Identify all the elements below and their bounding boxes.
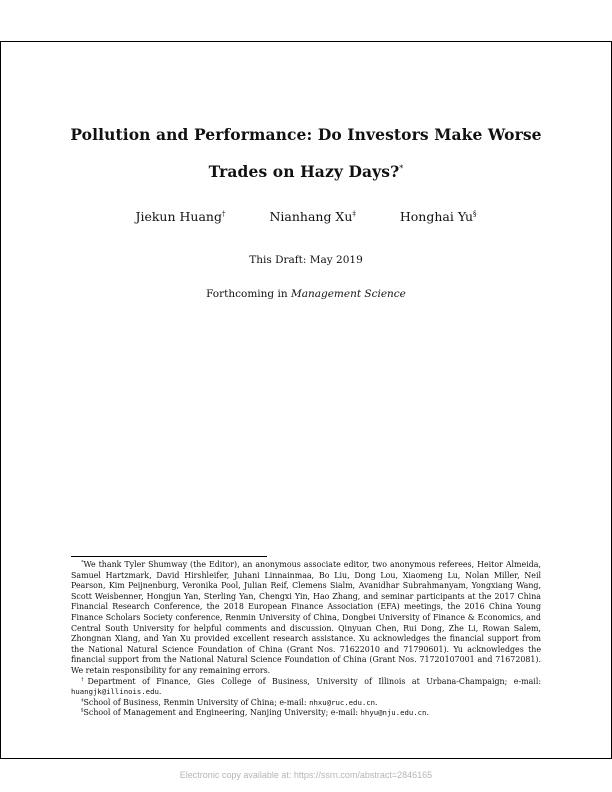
footnote-mark: * <box>81 559 84 566</box>
forthcoming-prefix: Forthcoming in <box>206 288 288 300</box>
page-border-left <box>0 41 1 759</box>
footnote-text: School of Management and Engineering, Nanjing University; e-mail: <box>83 708 359 718</box>
paper-title-line-2 <box>0 162 612 181</box>
title-footnote-mark[interactable]: * <box>399 163 404 173</box>
author-huang <box>135 209 225 224</box>
email-link[interactable]: huangjk@illinois.edu <box>71 687 159 697</box>
paper-title-line-1 <box>0 125 612 144</box>
footnote-rule <box>71 556 267 557</box>
footnote-text: Department of Finance, Gies College of Business, University of Illinois at Urbana-Champaign; e-mail: <box>87 676 541 686</box>
journal-name: Management Science <box>290 288 406 300</box>
author-name: Honghai Yu <box>399 209 474 224</box>
footnote-huang <box>71 677 541 698</box>
draft-date: This Draft: May 2019 <box>249 254 363 266</box>
forthcoming-note <box>0 288 612 300</box>
footnote-yu <box>71 708 541 719</box>
footnote-end: . <box>375 697 378 707</box>
footnote-end: . <box>158 687 162 697</box>
email-link[interactable]: hhyu@nju.edu.cn <box>360 708 427 718</box>
footnote-acknowledgment <box>71 560 541 677</box>
footnote-mark: § <box>81 707 84 714</box>
author-name: Nianhang Xu <box>269 209 353 224</box>
author-list <box>0 209 612 224</box>
email-link[interactable]: nhxu@ruc.edu.cn <box>309 697 376 707</box>
footnotes <box>71 560 541 719</box>
ssrn-watermark[interactable]: Electronic copy available at: https://ssrn.com/abstract=2846165 <box>179 770 433 780</box>
author-footnote-mark[interactable]: † <box>221 209 226 218</box>
author-footnote-mark[interactable]: § <box>473 209 477 218</box>
title-text-1: Pollution and Performance: Do Investors Make Worse <box>70 125 542 144</box>
footnote-text: School of Business, Renmin University of China; e-mail: <box>83 697 307 707</box>
author-xu <box>269 209 355 224</box>
footnote-text: We thank Tyler Shumway (the Editor), an anonymous associate editor, two anonymous referees, Heitor Almeida, Samuel Hartzmark, David Hirshleifer, Juhani Linnainmaa, Bo Liu, Dong Lou, Xiaomeng Lu, Nolan Miller, Neil Pearson, Kim Peijnenburg, Veronika Pool, Julian Reif, Clemens Sialm, Avanidhar Subrahmanyam, Yongxiang Wang, Scott Weisbenner, Hongjun Yan, Sterling Yan, Chengxi Yin, Hao Zhang, and seminar participants at the 2017 China Financial Research Conference, the 2018 European Finance Association (EFA) meetings, the 2016 China Young Finance Scholars Society conference, Renmin University of China, Dongbei University of Finance & Economics, and Central South University for helpful comments and discussion. Qinyuan Chen, Rui Dong, Zhe Li, Rowan Salem, Zhongnan Xiang, and Yan Xu provided excellent research assistance. Xu acknowledges the financial support from the National Natural Science Foundation of China (Grant Nos. 71622010 and 71790601). Yu acknowledges the financial support from the National Natural Science Foundation of China (Grant Nos. 71720107001 and 71672081). We retain responsibility for any remaining errors. <box>71 560 541 675</box>
author-name: Jiekun Huang <box>135 209 222 224</box>
footnote-mark: ‡ <box>81 697 84 704</box>
footnote-xu <box>71 698 541 709</box>
title-text-2: Trades on Hazy Days? <box>208 162 400 181</box>
author-yu <box>400 209 477 224</box>
footnote-end: . <box>426 708 429 718</box>
footnote-mark: † <box>81 675 88 682</box>
author-footnote-mark[interactable]: ‡ <box>352 209 356 218</box>
